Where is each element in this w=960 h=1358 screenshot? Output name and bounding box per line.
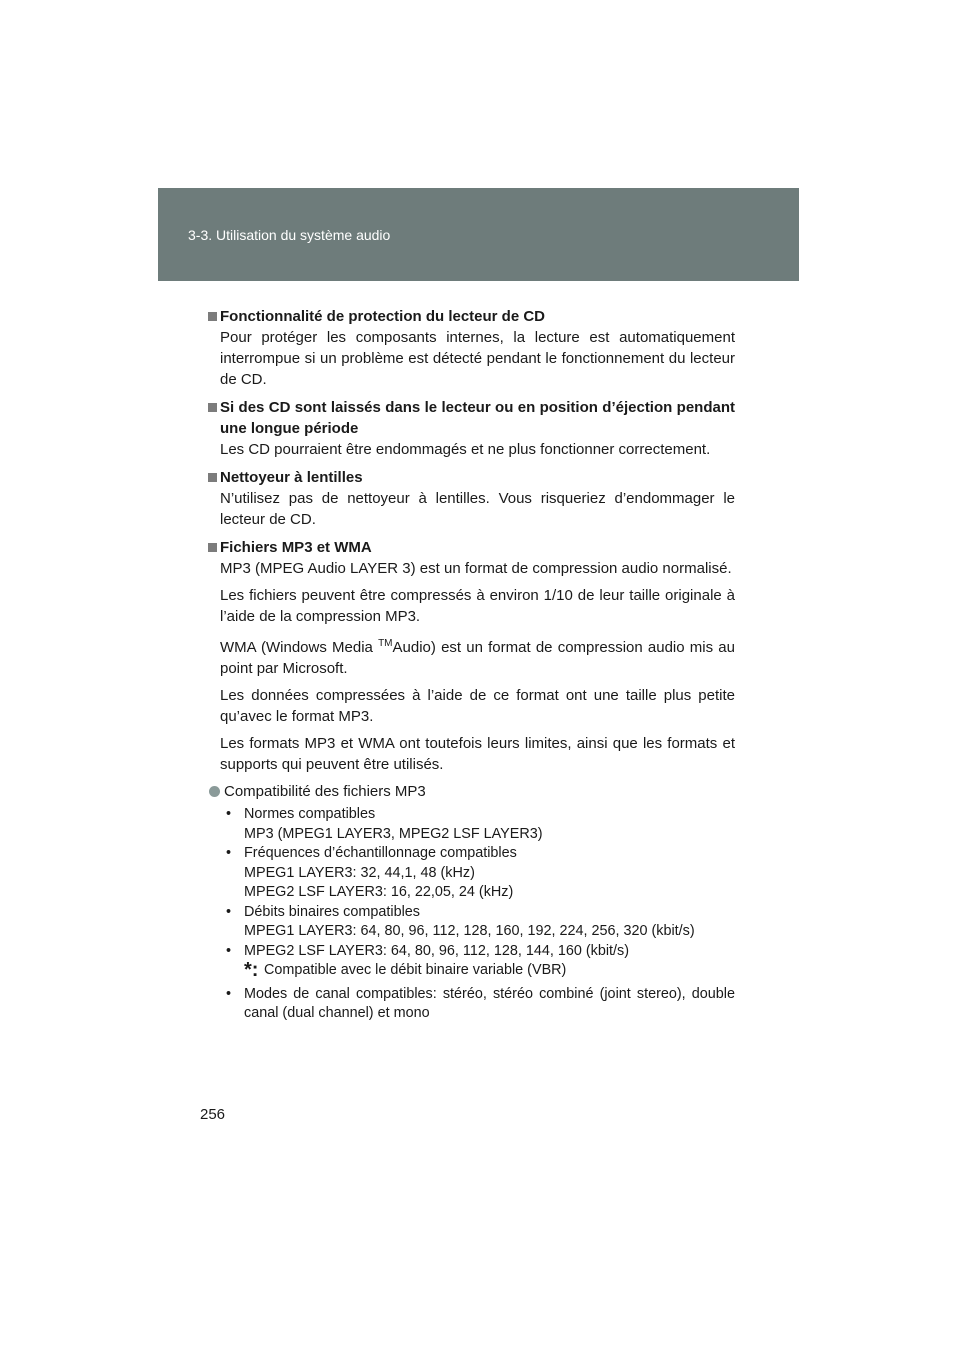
square-bullet-icon bbox=[208, 473, 217, 482]
bullet-dot: • bbox=[226, 806, 232, 822]
paragraph: Les formats MP3 et WMA ont toutefois leurs limites, ainsi que les formats et supports qui peuvent être utilisés. bbox=[220, 735, 735, 773]
square-bullet-icon bbox=[208, 543, 217, 552]
section-cd-protection bbox=[208, 306, 735, 390]
section-heading: Nettoyeur à lentilles bbox=[208, 467, 735, 488]
page-number: 256 bbox=[200, 1106, 226, 1123]
paragraph: Les fichiers peuvent être compressés à environ 1/10 de leur taille originale à l’aide de la compression MP3. bbox=[220, 587, 735, 625]
paragraph: Les CD pourraient être endommagés et ne plus fonctionner correctement. bbox=[220, 441, 711, 458]
trademark-mark: TM bbox=[378, 638, 393, 649]
chapter-header bbox=[158, 188, 799, 281]
list-item: • MPEG2 LSF LAYER3: 64, 80, 96, 112, 128, 144, 160 (kbit/s) bbox=[226, 942, 735, 962]
section-lens-cleaner bbox=[208, 467, 735, 530]
square-bullet-icon bbox=[208, 312, 217, 321]
paragraph: N’utilisez pas de nettoyeur à lentilles. Vous risqueriez d’endommager le lecteur de CD. bbox=[220, 490, 735, 528]
asterisk-mark: *: bbox=[244, 959, 259, 981]
bullet-dot: • bbox=[226, 845, 232, 861]
section-cd-left-in-player bbox=[208, 397, 735, 460]
page-content bbox=[208, 306, 735, 1031]
compat-list bbox=[226, 805, 735, 1024]
breadcrumb: 3-3. Utilisation du système audio bbox=[188, 227, 391, 243]
section-heading: Fonctionnalité de protection du lecteur de CD bbox=[208, 306, 735, 327]
paragraph: Pour protéger les composants internes, la lecture est automatiquement interrompue si un problème est détecté pendant le fonctionnement du lecteur de CD. bbox=[220, 329, 735, 388]
bullet-dot: • bbox=[226, 985, 232, 1002]
list-item: • Normes compatibles MP3 (MPEG1 LAYER3, MPEG2 LSF LAYER3) bbox=[226, 805, 735, 844]
square-bullet-icon bbox=[208, 403, 217, 412]
list-item: • Débits binaires compatibles MPEG1 LAYER3: 64, 80, 96, 112, 128, 160, 192, 224, 256, 320 (kbit/s) bbox=[226, 903, 735, 942]
section-mp3-wma bbox=[208, 537, 735, 1024]
paragraph-wma: WMA (Windows Media ™Audio) est un format de compression audio mis au point par Microsoft. bbox=[220, 638, 735, 677]
section-heading: Fichiers MP3 et WMA bbox=[208, 537, 735, 558]
bullet-dot: • bbox=[226, 903, 232, 920]
list-item: • Modes de canal compatibles: stéréo, stéréo combiné (joint stereo), double canal (dual channel) et mono bbox=[226, 985, 735, 1024]
list-item: • Fréquences d’échantillonnage compatibles MPEG1 LAYER3: 32, 44,1, 48 (kHz) MPEG2 LSF LAYER3: 16, 22,05, 24 (kHz) bbox=[226, 844, 735, 903]
circle-bullet-icon bbox=[209, 786, 220, 797]
section-heading: Si des CD sont laissés dans le lecteur ou en position d’éjection pendant une longue période bbox=[208, 397, 735, 439]
compat-heading: Compatibilité des fichiers MP3 bbox=[209, 781, 735, 802]
vbr-note: *: Compatible avec le débit binaire variable (VBR) bbox=[244, 959, 567, 981]
bullet-dot: • bbox=[226, 942, 232, 959]
paragraph: MP3 (MPEG Audio LAYER 3) est un format de compression audio normalisé. bbox=[220, 560, 732, 577]
paragraph: Les données compressées à l’aide de ce format ont une taille plus petite qu’avec le format MP3. bbox=[220, 687, 735, 725]
